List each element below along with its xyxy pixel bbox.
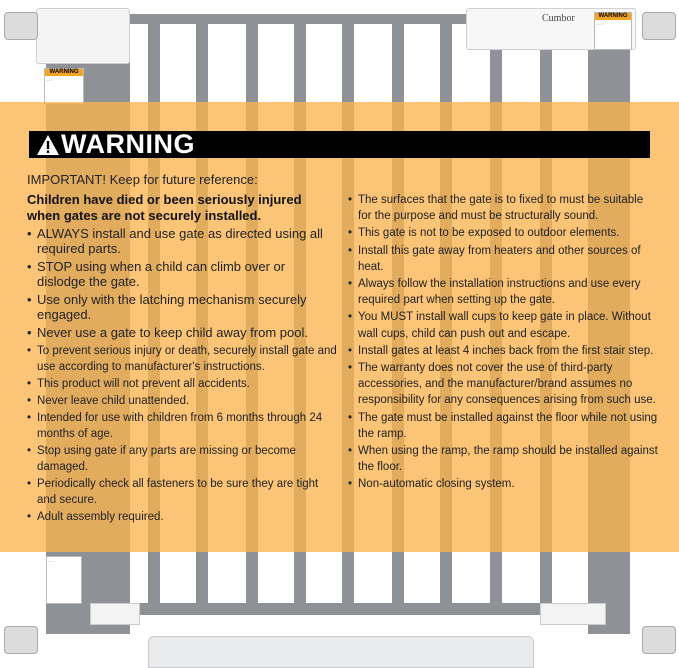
gate-warning-sticker-right: WARNING ......: [594, 12, 632, 50]
warning-title: WARNING: [61, 129, 195, 159]
list-item: • Periodically check all fasteners to be sure they are tight and secure.: [27, 476, 337, 508]
list-item: • When using the ramp, the ramp should be installed against the floor.: [348, 443, 658, 475]
list-item: • Never use a gate to keep child away from pool.: [27, 325, 337, 340]
list-item: • To prevent serious injury or death, securely install gate and use according to manufacturer's instructions.: [27, 343, 337, 375]
brand-logo: Cumbor: [542, 13, 575, 24]
tension-knob-bottom-right: [642, 626, 676, 654]
warning-right-column: [348, 192, 658, 494]
list-item: • This gate is not to be exposed to outdoor elements.: [348, 225, 658, 241]
list-item: • Stop using gate if any parts are missing or become damaged.: [27, 443, 337, 475]
list-item: • Use only with the latching mechanism securely engaged.: [27, 292, 337, 322]
list-item: • STOP using when a child can climb over or dislodge the gate.: [27, 259, 337, 289]
gate-hinge-left: [36, 8, 130, 64]
tension-knob-top-left: [4, 12, 38, 40]
list-item: • Adult assembly required.: [27, 509, 337, 525]
warning-left-column: [27, 192, 337, 526]
list-item: • The surfaces that the gate is to fixed to must be suitable for the purpose and must be structurally sound.: [348, 192, 658, 224]
list-item: • Install this gate away from heaters and other sources of heat.: [348, 243, 658, 275]
list-item: • This product will not prevent all accidents.: [27, 376, 337, 392]
list-item: • Install gates at least 4 inches back from the first stair step.: [348, 343, 658, 359]
tension-knob-bottom-left: [4, 626, 38, 654]
list-item: • Non-automatic closing system.: [348, 476, 658, 492]
list-item: • Always follow the installation instructions and use every required part when setting up the gate.: [348, 276, 658, 308]
gate-instruction-sticker: ......: [46, 556, 82, 604]
warning-major-list: [27, 226, 337, 340]
list-item: • ALWAYS install and use gate as directed using all required parts.: [27, 226, 337, 256]
list-item: • The gate must be installed against the floor while not using the ramp.: [348, 410, 658, 442]
warning-intro: Children have died or been seriously injured when gates are not securely installed.: [27, 192, 302, 223]
warning-minor-list: [27, 343, 337, 525]
tension-knob-top-right: [642, 12, 676, 40]
important-note: IMPORTANT! Keep for future reference:: [27, 172, 258, 187]
list-item: • Intended for use with children from 6 months through 24 months of age.: [27, 410, 337, 442]
list-item: • The warranty does not cover the use of third-party accessories, and the manufacturer/brand assumes no responsibility for any consequences arising from such use.: [348, 360, 658, 409]
list-item: • Never leave child unattended.: [27, 393, 337, 409]
gate-foot-right: [540, 603, 606, 625]
door-ramp: [148, 636, 534, 668]
gate-foot-left: [90, 603, 140, 625]
warning-right-list: [348, 192, 658, 493]
gate-warning-sticker-left: WARNING ......: [44, 68, 84, 104]
warning-triangle-icon: [36, 134, 60, 156]
list-item: • You MUST install wall cups to keep gate in place. Without wall cups, child can push out and escape.: [348, 309, 658, 341]
